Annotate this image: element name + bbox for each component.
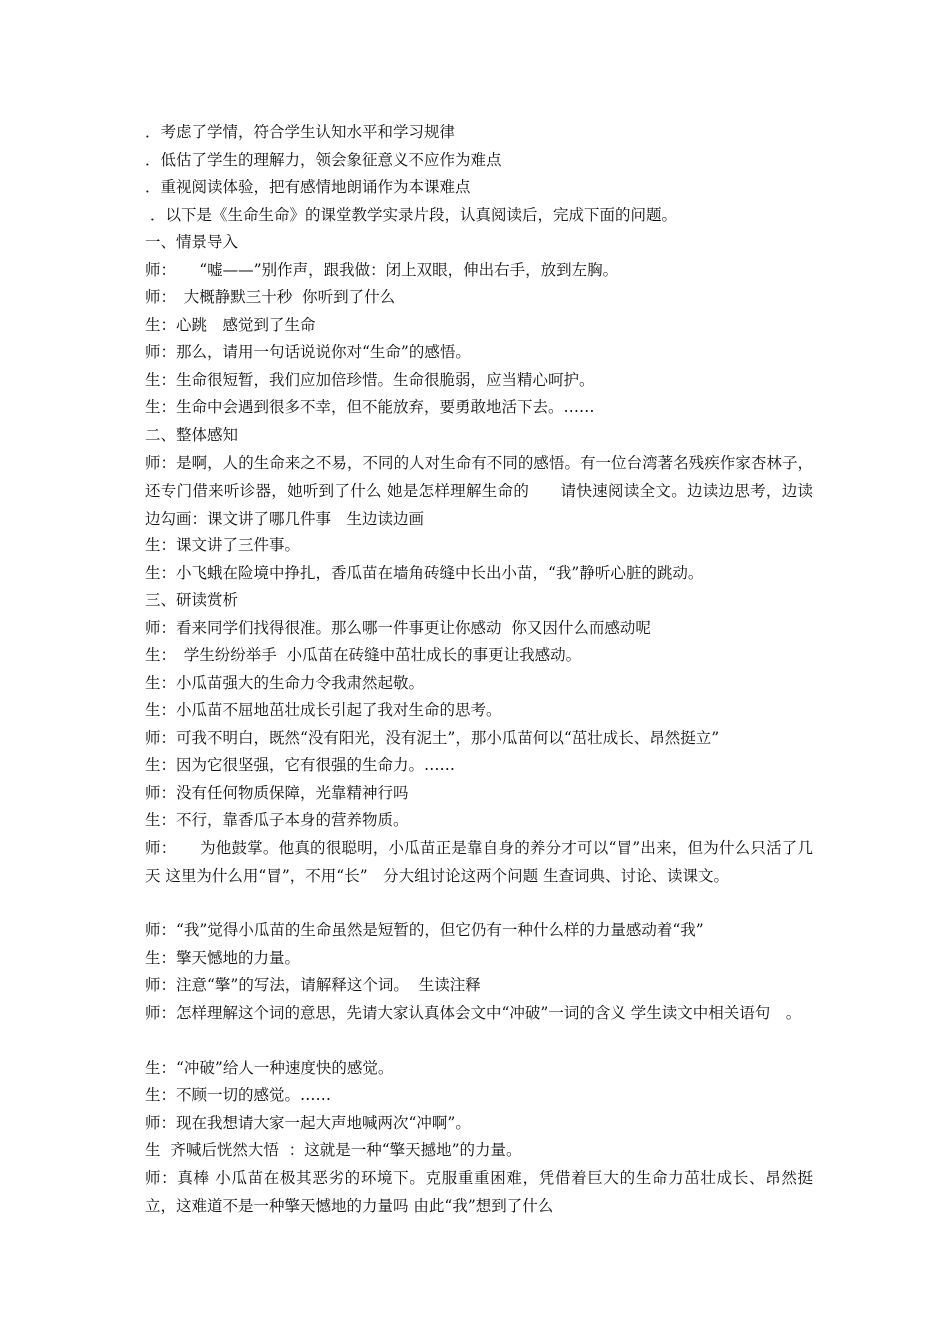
question-line: ．以下是《生命生命》的课堂教学实录片段，认真阅读后，完成下面的问题。 xyxy=(150,206,678,224)
section-heading: 二、整体感知 xyxy=(145,426,239,444)
dialogue-line: 生：小瓜苗不屈地茁壮成长引起了我对生命的思考。 xyxy=(145,701,502,719)
dialogue-line: 师：现在我想请大家一起大声地喊两次“冲啊”。 xyxy=(145,1114,471,1132)
section-heading: 三、研读赏析 xyxy=(145,591,239,609)
dialogue-line: 生：擎天憾地的力量。 xyxy=(145,949,301,967)
dialogue-line: 生：生命很短暂，我们应加倍珍惜。生命很脆弱，应当精心呵护。 xyxy=(145,371,595,389)
dialogue-paragraph: 师： 为他鼓掌。他真的很聪明，小瓜苗正是靠自身的养分才可以“冒”出来，但为什么只活了几天 这里为什么用“冒”，不用“长” 分大组讨论这两个问题 生查词典、讨论、读课文。 xyxy=(145,839,813,885)
dialogue-line: 师：“我”觉得小瓜苗的生命虽然是短暂的，但它仍有一种什么样的力量感动着“我” xyxy=(145,921,704,939)
dialogue-line: 生：不行，靠香瓜子本身的营养物质。 xyxy=(145,811,409,829)
dialogue-line: 生：课文讲了三件事。 xyxy=(145,536,301,554)
option-line: ．考虑了学情，符合学生认知水平和学习规律 xyxy=(145,123,456,141)
dialogue-line: 生：心跳 感觉到了生命 xyxy=(145,316,316,334)
dialogue-paragraph: 师：怎样理解这个词的意思，先请大家认真体会文中“冲破”一词的含义 学生读文中相关语句 。 xyxy=(145,1004,802,1022)
dialogue-line: 生：“冲破”给人一种速度快的感觉。 xyxy=(145,1059,394,1077)
dialogue-line: 生：因为它很坚强，它有很强的生命力。…… xyxy=(145,756,456,774)
dialogue-line: 师： 大概静默三十秒 你听到了什么 xyxy=(145,288,396,306)
dialogue-paragraph: 师：真棒 小瓜苗在极其恶劣的环境下。克服重重困难，凭借着巨大的生命力茁壮成长、昂然挺立，这难道不是一种擎天憾地的力量吗 由此“我”想到了什么 xyxy=(145,1169,813,1215)
section-heading: 一、情景导入 xyxy=(145,233,239,251)
dialogue-line: 师：那么，请用一句话说说你对“生命”的感悟。 xyxy=(145,343,471,361)
dialogue-line: 生：小瓜苗强大的生命力令我肃然起敬。 xyxy=(145,674,425,692)
dialogue-line: 生：生命中会遇到很多不幸，但不能放弃，要勇敢地活下去。…… xyxy=(145,398,595,416)
option-line: ．低估了学生的理解力，领会象征意义不应作为难点 xyxy=(145,151,502,169)
dialogue-line: 生：小飞蛾在险境中挣扎，香瓜苗在墙角砖缝中长出小苗，“我”静听心脏的跳动。 xyxy=(145,564,704,582)
option-line: ．重视阅读体验，把有感情地朗诵作为本课难点 xyxy=(145,178,471,196)
dialogue-line: 师：没有任何物质保障，光靠精神行吗 xyxy=(145,784,409,802)
dialogue-line: 师：可我不明白，既然“没有阳光，没有泥土”，那小瓜苗何以“茁壮成长、昂然挺立” xyxy=(145,729,720,747)
dialogue-line: 生：不顾一切的感觉。…… xyxy=(145,1086,332,1104)
dialogue-line: 生： 学生纷纷举手 小瓜苗在砖缝中茁壮成长的事更让我感动。 xyxy=(145,646,582,664)
dialogue-line: 师： “嘘——”别作声，跟我做：闭上双眼，伸出右手，放到左胸。 xyxy=(145,261,619,279)
dialogue-line: 师：注意“擎”的写法，请解释这个词。 生读注释 xyxy=(145,976,481,994)
dialogue-paragraph: 师：是啊，人的生命来之不易，不同的人对生命有不同的感悟。有一位台湾著名残疾作家杏林子，还专门借来听诊器，她听到了什么 她是怎样理解生命的 请快速阅读全文。边读边思考，边读边勾画：课文讲了哪几件事 生边读边画 xyxy=(145,454,813,528)
dialogue-line: 师：看来同学们找得很准。那么哪一件事更让你感动 你又因什么而感动呢 xyxy=(145,619,651,637)
dialogue-line: 生 齐喊后恍然大悟 ：这就是一种“擎天撼地”的力量。 xyxy=(145,1141,522,1159)
